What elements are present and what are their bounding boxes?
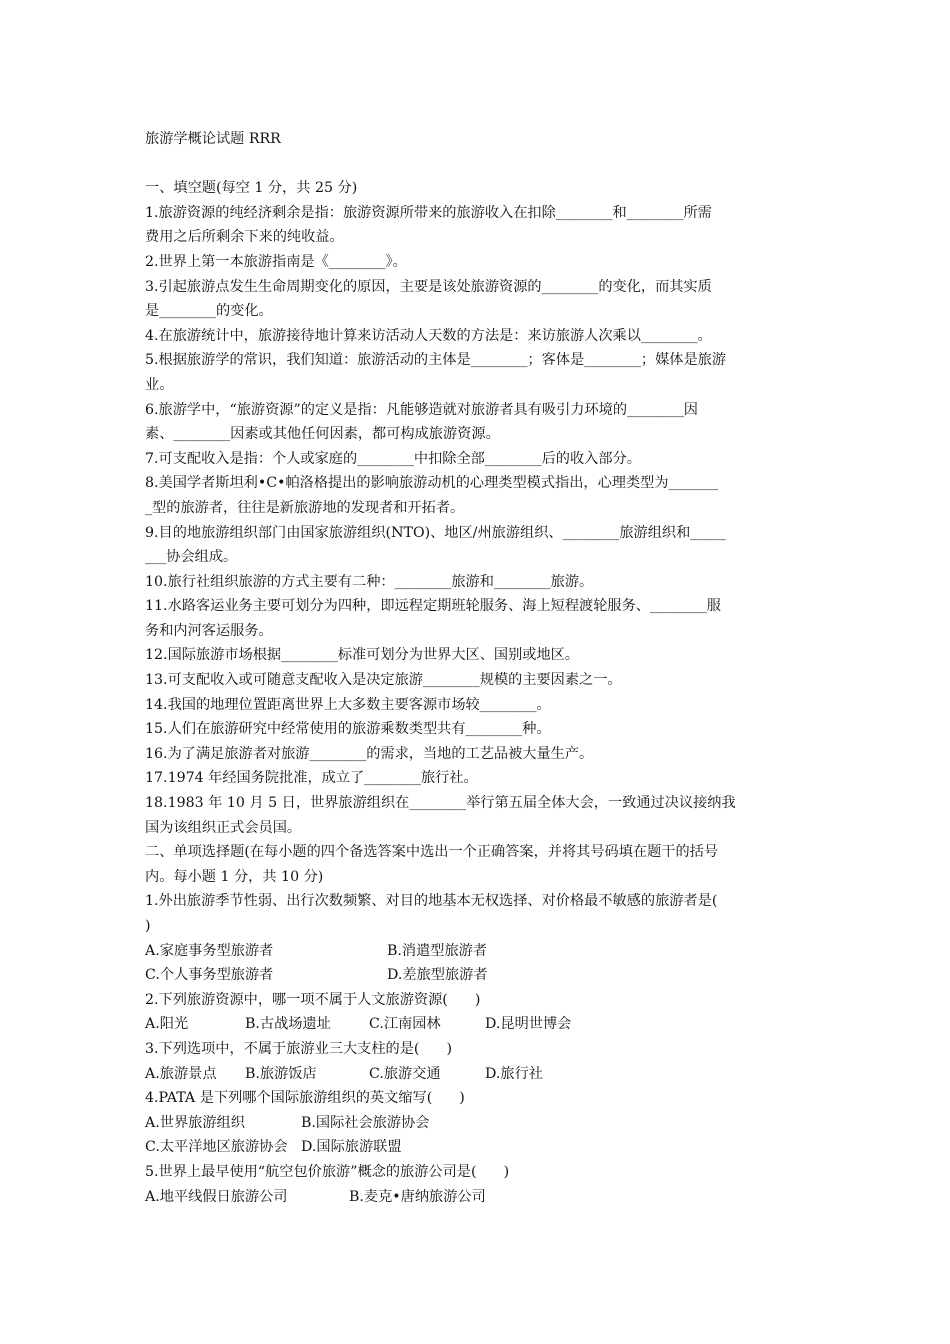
question-text-line: 17.1974 年经国务院批准，成立了________旅行社。 [145, 770, 478, 787]
question-text-line: 素、________因素或其他任何因素，都可构成旅游资源。 [145, 426, 500, 443]
option-row [145, 1185, 809, 1210]
question-item [145, 324, 809, 349]
answer-option: D.旅行社 [485, 1065, 543, 1082]
answer-option: D.国际旅游联盟 [301, 1139, 402, 1156]
question-text-line: 1.旅游资源的纯经济剩余是指：旅游资源所带来的旅游收入在扣除________和________所需 [145, 204, 712, 221]
question-text-line: 8.美国学者斯坦利•C•帕洛格提出的影响旅游动机的心理类型模式指出，心理类型为_______ [145, 475, 719, 492]
question-text-line: 7.可支配收入是指：个人或家庭的________中扣除全部________后的收入部分。 [145, 450, 641, 467]
question-text-line: 10.旅行社组织旅游的方式主要有二种：________旅游和________旅游。 [145, 573, 594, 590]
question-stem-line: 4.PATA 是下列哪个国际旅游组织的英文缩写( ) [145, 1090, 465, 1107]
question-item [145, 201, 809, 250]
answer-option: D.差旅型旅游者 [387, 967, 488, 984]
question-text-line: 2.世界上第一本旅游指南是《________》。 [145, 253, 407, 270]
option-row [145, 1062, 809, 1087]
question-text-line: 务和内河客运服务。 [145, 622, 273, 639]
question-text-line: 4.在旅游统计中，旅游接待地计算来访活动人天数的方法是：来访旅游人次乘以________。 [145, 327, 712, 344]
question-item [145, 275, 809, 324]
question-item [145, 693, 809, 718]
answer-option: B.麦克•唐纳旅游公司 [349, 1188, 486, 1205]
question-stem-line: 1.外出旅游季节性弱、出行次数频繁、对目的地基本无权选择、对价格最不敏感的旅游者是( [145, 893, 718, 910]
option-row [145, 963, 809, 988]
question-text-line: 3.引起旅游点发生生命周期变化的原因，主要是该处旅游资源的________的变化，而其实质 [145, 278, 712, 295]
option-row [145, 1012, 809, 1037]
answer-option: C.江南园林 [369, 1016, 441, 1033]
section-heading-line: 内。每小题 1 分，共 10 分) [145, 868, 324, 885]
question-stem-line: 3.下列选项中，不属于旅游业三大支柱的是( ) [145, 1040, 453, 1057]
question-stem-line: 2.下列旅游资源中，哪一项不属于人文旅游资源( ) [145, 991, 481, 1008]
question-text-line: 业。 [145, 376, 174, 393]
option-row [145, 1111, 809, 1136]
question-item [145, 643, 809, 668]
question-item [145, 471, 809, 520]
question-item [145, 398, 809, 447]
question-text-line: 11.水路客运业务主要可划分为四种，即远程定期班轮服务、海上短程渡轮服务、________服 [145, 598, 721, 615]
answer-option: C.太平洋地区旅游协会 [145, 1139, 288, 1156]
fill-in-questions [145, 201, 809, 840]
question-text-line: 14.我国的地理位置距离世界上大多数主要客源市场较________。 [145, 696, 551, 713]
answer-option: A.家庭事务型旅游者 [145, 942, 274, 959]
choice-question [145, 1160, 809, 1209]
question-item [145, 570, 809, 595]
choice-questions [145, 889, 809, 1209]
question-item [145, 594, 809, 643]
question-item [145, 717, 809, 742]
question-item [145, 348, 809, 397]
question-text-line: 13.可支配收入或可随意支配收入是决定旅游________规模的主要因素之一。 [145, 672, 622, 689]
choice-question [145, 1037, 809, 1086]
question-text-line: 是________的变化。 [145, 303, 273, 320]
question-stem-line: 5.世界上最早使用“航空包价旅游”概念的旅游公司是( ) [145, 1163, 510, 1180]
section-heading-line: 二、单项选择题(在每小题的四个备选答案中选出一个正确答案，并将其号码填在题干的括号 [145, 844, 719, 861]
question-item [145, 766, 809, 791]
question-item [145, 668, 809, 693]
question-stem-line: ) [145, 918, 151, 934]
answer-option: D.昆明世博会 [485, 1016, 572, 1033]
section-1-heading: 一、填空题(每空 1 分，共 25 分) [145, 180, 358, 197]
answer-option: B.旅游饭店 [245, 1065, 317, 1082]
question-item [145, 447, 809, 472]
question-text-line: ___协会组成。 [145, 549, 238, 566]
question-text-line: 5.根据旅游学的常识，我们知道：旅游活动的主体是________；客体是________；媒体是旅游 [145, 352, 727, 369]
question-text-line: 费用之后所剩余下来的纯收益。 [145, 229, 344, 246]
document-title: 旅游学概论试题 RRR [145, 131, 281, 147]
answer-option: A.世界旅游组织 [145, 1114, 245, 1131]
option-row [145, 1135, 809, 1160]
choice-question [145, 988, 809, 1037]
question-text-line: 16.为了满足旅游者对旅游________的需求，当地的工艺品被大量生产。 [145, 745, 594, 762]
answer-option: B.消遣型旅游者 [387, 942, 488, 959]
question-item [145, 250, 809, 275]
question-text-line: 12.国际旅游市场根据________标准可划分为世界大区、国别或地区。 [145, 647, 580, 664]
question-item [145, 742, 809, 767]
choice-question [145, 1086, 809, 1160]
question-item [145, 791, 809, 840]
document-page [145, 127, 809, 1209]
section-2-heading [145, 840, 809, 889]
question-text-line: 国为该组织正式会员国。 [145, 819, 302, 836]
answer-option: A.阳光 [145, 1016, 189, 1033]
answer-option: B.国际社会旅游协会 [301, 1114, 430, 1131]
question-text-line: 9.目的地旅游组织部门由国家旅游组织(NTO)、地区/州旅游组织、________旅游组织和_____ [145, 524, 726, 541]
option-row [145, 939, 809, 964]
question-text-line: 18.1983 年 10 月 5 日，世界旅游组织在________举行第五届全体大会，一致通过决议接纳我 [145, 795, 736, 812]
question-text-line: 6.旅游学中，“旅游资源”的定义是指：凡能够造就对旅游者具有吸引力环境的________因 [145, 401, 698, 418]
question-text-line: _型的旅游者，往往是新旅游地的发现者和开拓者。 [145, 499, 465, 516]
answer-option: A.地平线假日旅游公司 [145, 1188, 288, 1205]
answer-option: A.旅游景点 [145, 1065, 217, 1082]
question-text-line: 15.人们在旅游研究中经常使用的旅游乘数类型共有________种。 [145, 721, 551, 738]
question-item [145, 521, 809, 570]
choice-question [145, 889, 809, 987]
answer-option: B.古战场遗址 [245, 1016, 331, 1033]
answer-option: C.个人事务型旅游者 [145, 967, 274, 984]
answer-option: C.旅游交通 [369, 1065, 441, 1082]
